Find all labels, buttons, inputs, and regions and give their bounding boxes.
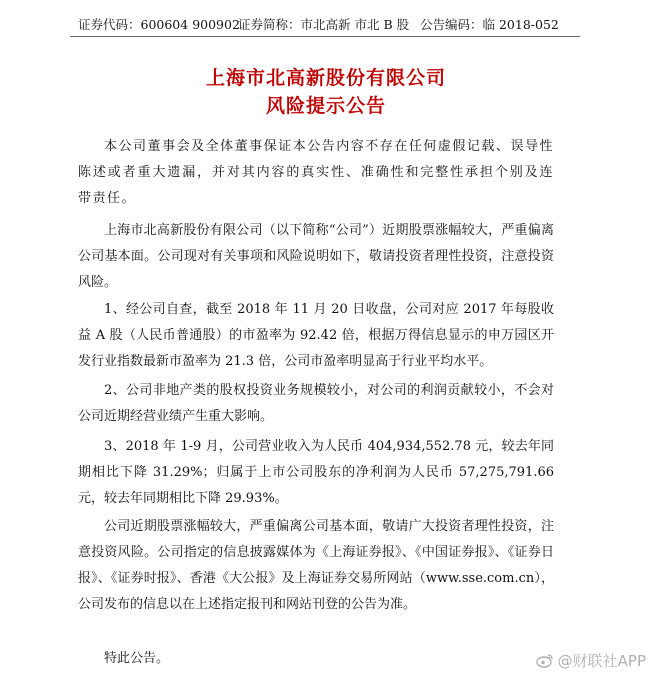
intro-paragraph: 上海市北高新股份有限公司（以下简称“公司”）近期股票涨幅较大，严重偏离公司基本面。公司现对有关事项和风险说明如下，敬请投资者理性投资，注意投资风险。 (78, 223, 554, 290)
announcement-title: 风险提示公告 (265, 95, 386, 117)
risk-item-3: 3、2018 年 1-9 月，公司营业收入为人民币 404,934,552.78 元，较去年同期相比下降 31.29%；归属于上市公司股东的净利润为人民币 57,275,791.66 元，较去年同期相比下降 29.93%。 (78, 439, 554, 506)
risk-item-2: 2、公司非地产类的股权投资业务规模较小，对公司的利润贡献较小，不会对公司近期经营业绩产生重大影响。 (78, 383, 554, 424)
notice-line: 特此公告。 (104, 651, 170, 666)
watermark-text: @财联社APP (557, 652, 646, 670)
company-name-title: 上海市北高新股份有限公司 (205, 67, 446, 89)
source-watermark (536, 650, 646, 671)
risk-item-1: 1、经公司自查，截至 2018 年 11 月 20 日收盘，公司对应 2017 年每股收益 A 股（人民币普通股）的市盈率为 92.42 倍，根据万得信息显示的申万园区开发行业指数最新市盈率为 21.3 倍，公司市盈率明显高于行业平均水平。 (78, 302, 554, 369)
weibo-icon (536, 653, 554, 668)
announcement-number: 公告编码：临 2018-052 (420, 17, 559, 32)
stock-abbreviation: 证券简称：市北高新 市北 B 股 (238, 17, 410, 32)
closing-paragraph: 公司近期股票涨幅较大，严重偏离公司基本面，敬请广大投资者理性投资，注意投资风险。公司指定的信息披露媒体为《上海证券报》、《中国证券报》、《证券日报》、《证券时报》、香港《大公报》及上海证券交易所网站（www.sse.com.cn），公司发布的信息以在上述指定报刊和网站刊登的公告为准。 (78, 519, 554, 612)
header-divider (70, 36, 580, 37)
board-statement: 本公司董事会及全体董事保证本公告内容不存在任何虚假记载、误导性陈述或者重大遗漏，并对其内容的真实性、准确性和完整性承担个别及连带责任。 (78, 139, 554, 206)
stock-code: 证券代码：600604 900902 (78, 17, 240, 32)
document-header (78, 13, 582, 35)
